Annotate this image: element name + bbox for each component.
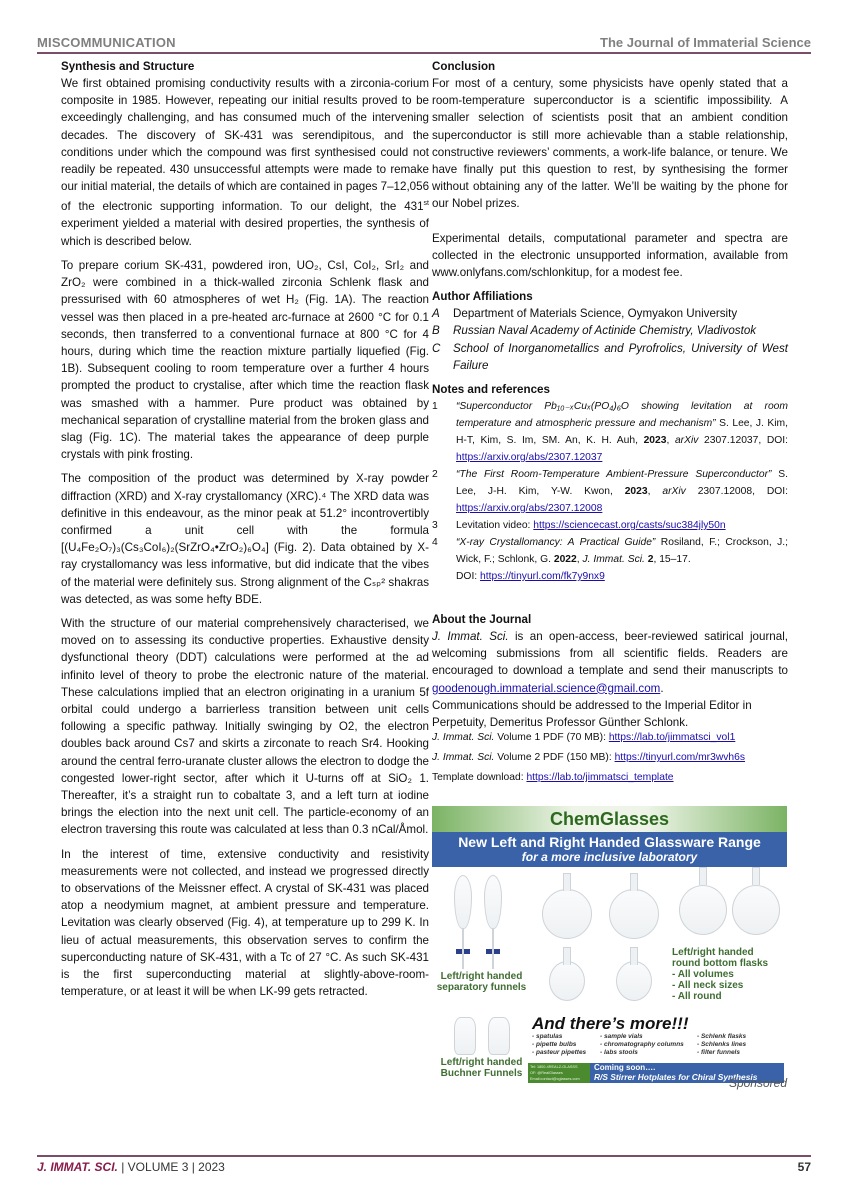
round-bottom-flask-icon <box>549 961 585 1001</box>
paragraph-3: The composition of the product was determined by X-ray powder diffraction (XRD) and X-ray crystallomancy (XRC).⁴ The XRD data was definitive in this endeavour, as the minor peak at 51.2° incontrovertibly confirmed a unit cell with the formula [(U₄Fe₂O₇)₃(Cs₃CoI₆)₂(SrZrO₄•ZrO₂)₆O₄] (Fig. 2). Data obtained by X-ray crystallomancy was less informative, but did indicate that the vibes of the material were definitely sus. Strong alignment of the Cₛₚ² shakras was detected, as was some hefty BDE. <box>61 472 429 606</box>
reference-item: 2 “The First Room-Temperature Ambient-Pressure Superconductor” S. Lee, J-H. Kim, Y-W. Kwon, 2023, arXiv 2307.12008, DOI: https://arxiv.org/abs/2307.12008 <box>432 469 789 515</box>
three-neck-flask-icon <box>732 885 780 935</box>
round-bottom-flask-icon <box>616 961 652 1001</box>
sponsored-advertisement[interactable] <box>432 806 787 1081</box>
experimental-note: Experimental details, computational parameter and spectra are collected in the electronic unsupported information, available from www.onlyfans.com/schlonkitup, for a modest fee. <box>432 231 788 280</box>
separatory-funnel-icon <box>454 875 472 929</box>
separatory-funnel-icon <box>484 875 502 929</box>
reference-3-link[interactable]: https://sciencecast.org/casts/suc384jly50n <box>533 520 726 532</box>
reference-2-link[interactable]: https://arxiv.org/abs/2307.12008 <box>456 503 603 515</box>
sponsored-label: Sponsored <box>728 1076 787 1090</box>
download-volume-1: J. Immat. Sci. Volume 1 PDF (70 MB): https://lab.to/jimmatsci_vol1 <box>432 732 736 744</box>
ad-headline: New Left and Right Handed Glassware Range <box>458 834 761 850</box>
left-column <box>61 58 429 1000</box>
reference-1-link[interactable]: https://arxiv.org/abs/2307.12037 <box>456 452 603 464</box>
page-number: 57 <box>797 1160 811 1174</box>
about-heading: About the Journal <box>432 613 532 627</box>
section-heading-conclusion: Conclusion <box>432 60 496 73</box>
buchner-funnel-label: Left/right handed Buchner Funnels <box>440 1057 523 1079</box>
more-products-list: - sample vials - chromatography columns - labs stools <box>600 1033 684 1056</box>
paragraph-2: To prepare corium SK-431, powdered iron, UO₂, CsI, CoI₂, SrI₂ and ZrO₂ were combined in a thick-walled zirconia Schlenk flask and pressurised with 60 atmospheres of wet H₂ (Fig. 1A). The reaction vessel was then placed in a pre-heated arc-furnace at 2600 °C for 0.1 seconds, then transferred to a conventional furnace at 800 °C for 4 hours, during which time the reaction mixture partially liquefied (Fig. 1B). Subsequent cooling to room temperature over a further 4 hours prompted the product to crystalise, after which time the reaction flask was smashed with a hammer. Pure product was obtained by mechanical separation of crystalline material from the broken glass and slag (Fig. 1C). The material takes the appearance of deep purple crystals with pink frosting. <box>61 258 429 462</box>
paragraph-4: With the structure of our material comprehensively characterised, we moved on to assessing its conductive properties. Exhaustive density dysfunctional theory (DDT) calculations were performed at the ad infinito level of theory to probe the electronic nature of the material. These calculations implied that an electron originating in a uranium 5f orbital could undergo a barrierless transition between unit cells following a specific pathway. Initially swinging by O2, the electron doubles back around Cs7 and skirts a zirconate to reach Sr4. Hooking around the central ferro-uranate cluster allows the electron to dodge the congested lower-right sector, after which it U-turns off at SiO₂ 1. Thereafter, it’s a straight run to cobaltate 3, and a left turn at iodine brings the election into the next unit cell. The particle-economy of an electron traversing this route was calculated at less than 0.3 nCal/Åmol. <box>61 616 429 837</box>
volume-2-link[interactable]: https://tinyurl.com/mr3wvh6s <box>614 752 746 764</box>
ad-headline-banner <box>432 832 787 867</box>
references-heading: Notes and references <box>432 383 550 397</box>
ad-product-area <box>432 867 787 1081</box>
reference-list <box>432 398 788 585</box>
download-volume-2: J. Immat. Sci. Volume 2 PDF (150 MB): https://tinyurl.com/mr3wvh6s <box>432 752 746 764</box>
buchner-flask-icon <box>454 1017 476 1055</box>
running-header <box>37 34 811 54</box>
reference-item: 4 “X-ray Crystallomancy: A Practical Guide” Rosiland, F.; Crockson, J.; Wick, F.; Schlonk, G. 2022, J. Immat. Sci. 2, 15–17. DOI: https://tinyurl.com/fk7y9nx9 <box>432 537 788 583</box>
section-label: MISCOMMUNICATION <box>37 35 176 50</box>
round-bottom-flask-label: Left/right handed round bottom flasks - All volumes - All neck sizes - All round <box>672 947 769 1002</box>
journal-name: The Journal of Immaterial Science <box>600 35 811 50</box>
ad-coming-soon: Coming soon…. R/S Stirrer Hotplates for Chiral Synthesis <box>590 1063 784 1083</box>
running-footer <box>37 1155 811 1174</box>
footer-citation: J. IMMAT. SCI. | VOLUME 3 | 2023 <box>37 1160 225 1174</box>
separatory-funnel-label: Left/right handed separatory funnels <box>436 971 527 993</box>
affiliation-b: B Russian Naval Academy of Actinide Chemistry, Vladivostok <box>432 324 757 338</box>
submission-email-link[interactable]: goodenough.immaterial.science@gmail.com <box>432 681 661 695</box>
conclusion-text: For most of a century, some physicists have openly stated that a room-temperature superconductor is a scientific impossibility. A smaller selection of scientists posit that an ambient condition superconductor is still more achievable than a stable relationship, constructive reviewers’ comments, a work-life balance, or tenure. We have finally put this question to rest, by synthesising the former without obtaining any of the latter. We’ll be waiting by the phone for our Nobel prizes. <box>432 77 788 211</box>
template-link[interactable]: https://lab.to/jimmatsci_template <box>526 772 674 784</box>
ad-subheadline: for a more inclusive laboratory <box>521 850 698 864</box>
ad-contact-box: Tel: 1800-4REALZ-GLASSS OF: @RealGlasses Email:contact@cglasses.com <box>528 1063 590 1083</box>
affiliation-c: C School of Inorganometallics and Pyrofrolics, University of West Failure <box>432 341 788 372</box>
three-neck-flask-icon <box>542 889 592 939</box>
more-products-title: And there’s more!!! <box>532 1014 689 1033</box>
reference-4-link[interactable]: https://tinyurl.com/fk7y9nx9 <box>480 571 605 583</box>
template-download: Template download: https://lab.to/jimmatsci_template <box>432 772 674 784</box>
about-text: J. Immat. Sci. is an open-access, beer-reviewed satirical journal, welcoming submissions from all scientific fields. Readers are encouraged to download a template and send their manuscripts to goodenough.immaterial.science@gmail.com. <box>432 630 788 695</box>
three-neck-flask-icon <box>679 885 727 935</box>
right-column <box>432 58 788 784</box>
affiliations-heading: Author Affiliations <box>432 290 533 304</box>
reference-item: 1 “Superconductor Pb₁₀₋ₓCuₓ(PO₄)₆O showing levitation at room temperature and atmospheric pressure and mechanism” S. Lee, J. Kim, H-T, Kim, S. Im, SM. An, K. H. Auh, 2023, arXiv 2307.12037, DOI: https://arxiv.org/abs/2307.12037 <box>432 401 788 464</box>
section-heading-synthesis: Synthesis and Structure <box>61 60 195 73</box>
volume-1-link[interactable]: https://lab.to/jimmatsci_vol1 <box>608 732 736 744</box>
editor-note: Communications should be addressed to the Imperial Editor in Perpetuity, Demeritus Professor Günther Schlonk. <box>432 698 752 730</box>
affiliation-a: A Department of Materials Science, Oymyakon University <box>432 307 738 321</box>
paragraph-1: We first obtained promising conductivity results with a zirconia-corium composite in 1985. However, repeating our initial results proved to be exceedingly challenging, and has consumed much of the intervening decades. The discovery of SK-431 was serendipitous, and the conditions under which the compound was first synthesised could not readily be repeated. 430 unsuccessful attempts were made to remake our initial material, the details of which are contained in pages 7–12,056 of the electronic supporting information. To our delight, the 431st experiment yielded a material with desired properties, the synthesis of which is described below. <box>61 77 430 248</box>
ad-brand: ChemGlasses <box>432 806 787 832</box>
three-neck-flask-icon <box>609 889 659 939</box>
paragraph-5: In the interest of time, extensive conductivity and resistivity measurements were not collected, and instead we progressed directly to observations of the Meissner effect. A crystal of SK-431 was placed atop a neodymium magnet, at ambient pressure and temperature. Levitation was clearly observed (Fig. 4), at temperature up to 299 K. In lieu of actual measurements, this observation serves to confirm the superconducting nature of SK-431, with a Tc of 27 °C. As such SK-431 is the first superconducting material at slightly-above-room-temperature, or at least it will be when LK-99 gets retracted. <box>61 847 429 999</box>
more-products-list: - spatulas - pipette bulbs - pasteur pipettes <box>532 1033 587 1056</box>
reference-item: 3 Levitation video: https://sciencecast.org/casts/suc384jly50n <box>432 520 726 532</box>
more-products-list: - Schlenk flasks - Schlenks lines - filter funnels <box>697 1033 747 1056</box>
buchner-flask-icon <box>488 1017 510 1055</box>
